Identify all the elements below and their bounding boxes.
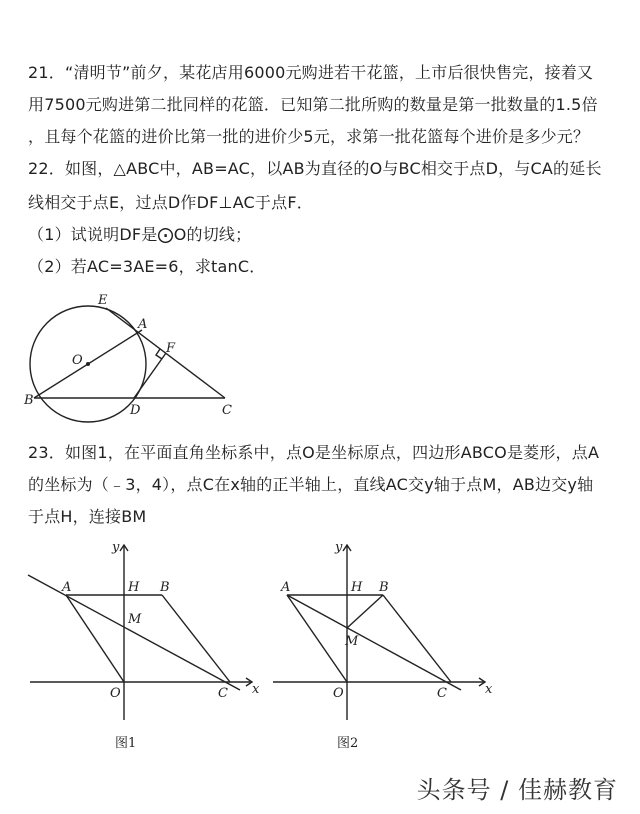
q23-line-2: 的坐标为（﹣3，4），点C在x轴的正半轴上，直线AC交y轴于点M，AB边交y轴 <box>28 475 594 494</box>
label-m: M <box>128 612 142 627</box>
segment-ao <box>287 595 347 682</box>
label-c: C <box>222 403 232 418</box>
q21-line-3: ，且每个花篮的进价比第一批的进价少5元，求第一批花篮每个进价是多少元？ <box>28 127 590 146</box>
q23-figure-1 <box>20 535 270 760</box>
label-a: A <box>281 580 291 595</box>
label-b: B <box>379 580 389 595</box>
label-c: C <box>437 686 447 701</box>
label-h: H <box>351 580 363 595</box>
q22-line-3: （1）试说明DF是⨀O的切线； <box>28 225 252 244</box>
segment-ao <box>66 595 124 682</box>
q22-line-4: （2）若AC=3AE=6，求tanC． <box>28 257 266 276</box>
q21-line-1: 21．“清明节”前夕，某花店用6000元购进若干花篮，上市后很快售完，接着又 <box>28 63 594 82</box>
label-y: y <box>112 540 120 555</box>
label-b: B <box>160 580 170 595</box>
segment-df <box>134 353 166 398</box>
label-m: M <box>345 634 359 649</box>
label-o: O <box>72 353 83 368</box>
q23-line-1: 23．如图1，在平面直角坐标系中，点O是坐标原点，四边形ABCO是菱形，点A <box>28 443 600 462</box>
q22-figure <box>20 290 250 425</box>
line-ac <box>287 595 461 690</box>
label-e: E <box>98 293 108 308</box>
label-o: O <box>333 686 344 701</box>
label-b: B <box>24 393 34 408</box>
segment-bc <box>162 595 230 682</box>
q21-line-2: 用7500元购进第二批同样的花篮．已知第二批所购的数量是第一批数量的1.5倍 <box>28 95 598 114</box>
q22-line-2: 线相交于点E，过点D作DF⊥AC于点F． <box>28 193 313 212</box>
q22-line-1: 22．如图，△ABC中，AB=AC，以AB为直径的O与BC相交于点D，与CA的延长 <box>28 159 602 178</box>
label-h: H <box>128 580 140 595</box>
label-a: A <box>138 317 148 332</box>
label-y: y <box>335 540 343 555</box>
label-x: x <box>485 682 493 697</box>
q23-figure-2 <box>265 535 505 760</box>
watermark: 头条号 / 佳赫教育 <box>416 776 618 804</box>
label-c: C <box>218 686 228 701</box>
segment-bm <box>347 595 383 628</box>
caption-figure-2: 图2 <box>337 736 359 751</box>
label-d: D <box>130 403 141 418</box>
label-f: F <box>166 341 176 356</box>
center-o-dot <box>86 362 90 366</box>
caption-figure-1: 图1 <box>115 736 137 751</box>
label-x: x <box>252 682 260 697</box>
segment-bc <box>383 595 451 682</box>
label-a: A <box>62 580 72 595</box>
q23-line-3: 于点H，连接BM <box>28 507 147 526</box>
label-o: O <box>110 686 121 701</box>
